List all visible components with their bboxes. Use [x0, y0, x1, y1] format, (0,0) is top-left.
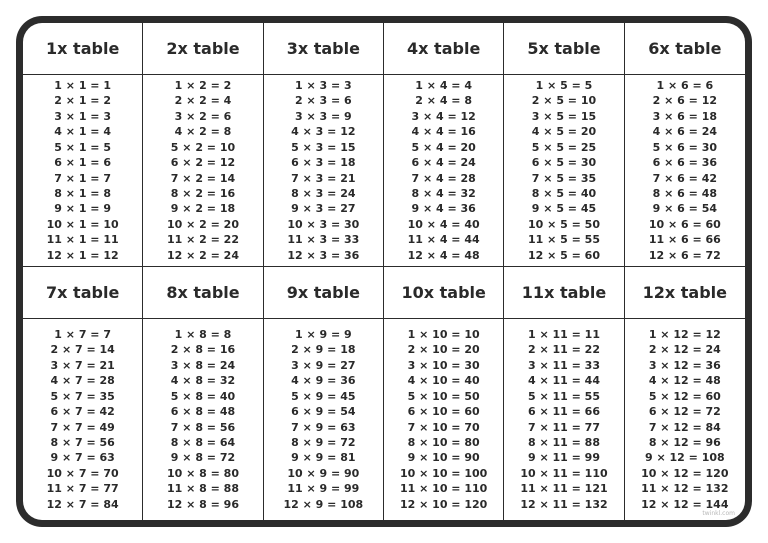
fact-line: 7 × 1 = 7 — [54, 171, 112, 185]
fact-line: 10 × 1 = 10 — [46, 217, 119, 231]
fact-line: 10 × 5 = 50 — [527, 217, 600, 231]
fact-line: 6 × 11 = 66 — [527, 405, 600, 419]
fact-line: 8 × 11 = 88 — [527, 435, 600, 449]
fact-line: 11 × 10 = 110 — [399, 482, 488, 496]
fact-line: 3 × 9 = 27 — [291, 358, 356, 372]
fact-line: 12 × 10 = 120 — [399, 497, 488, 511]
fact-line: 6 × 10 = 60 — [407, 405, 480, 419]
fact-line: 12 × 12 = 144 — [641, 497, 729, 511]
table-facts — [504, 319, 624, 520]
fact-line: 5 × 5 = 25 — [531, 140, 597, 154]
fact-line: 6 × 1 = 6 — [54, 156, 112, 170]
fact-line: 1 × 11 = 11 — [527, 328, 600, 342]
fact-line: 10 × 8 = 80 — [166, 466, 239, 480]
fact-line: 2 × 4 = 8 — [415, 94, 473, 108]
fact-line: 9 × 10 = 90 — [407, 451, 480, 465]
fact-line: 3 × 6 = 18 — [652, 109, 718, 123]
fact-line: 12 × 7 = 84 — [46, 497, 119, 511]
fact-line: 5 × 3 = 15 — [291, 140, 356, 154]
fact-line: 6 × 3 = 18 — [291, 156, 356, 170]
fact-line: 8 × 10 = 80 — [407, 435, 480, 449]
table-facts — [23, 319, 143, 520]
fact-line: 8 × 8 = 64 — [170, 435, 236, 449]
fact-line: 7 × 6 = 42 — [652, 171, 718, 185]
fact-line: 2 × 3 = 6 — [294, 94, 352, 108]
fact-line: 7 × 8 = 56 — [170, 420, 236, 434]
fact-line: 8 × 2 = 16 — [170, 186, 236, 200]
fact-line: 12 × 1 = 12 — [46, 248, 119, 262]
fact-line: 7 × 4 = 28 — [411, 171, 476, 185]
fact-line: 1 × 3 = 3 — [294, 79, 352, 93]
fact-line: 11 × 7 = 77 — [46, 482, 119, 496]
table-facts — [384, 75, 504, 267]
fact-line: 10 × 3 = 30 — [287, 217, 360, 231]
fact-line: 1 × 2 = 2 — [174, 79, 232, 93]
fact-line: 2 × 8 = 16 — [170, 343, 236, 357]
fact-line: 12 × 4 = 48 — [407, 248, 480, 262]
fact-line: 9 × 6 = 54 — [652, 202, 718, 216]
fact-line: 2 × 10 = 20 — [407, 343, 480, 357]
fact-line: 4 × 4 = 16 — [411, 125, 476, 139]
fact-line: 12 × 6 = 72 — [648, 248, 721, 262]
fact-line: 4 × 3 = 12 — [291, 125, 356, 139]
fact-line: 4 × 1 = 4 — [54, 125, 112, 139]
table-facts — [384, 319, 504, 520]
fact-line: 1 × 8 = 8 — [174, 328, 232, 342]
fact-line: 4 × 2 = 8 — [174, 125, 232, 139]
fact-line: 4 × 12 = 48 — [648, 374, 721, 388]
fact-line: 3 × 12 = 36 — [648, 358, 721, 372]
fact-line: 3 × 1 = 3 — [54, 109, 112, 123]
table-heading: 9x table — [264, 267, 384, 319]
fact-line: 6 × 7 = 42 — [50, 405, 115, 419]
fact-line: 10 × 12 = 120 — [641, 466, 729, 480]
fact-line: 5 × 7 = 35 — [50, 389, 115, 403]
fact-line: 11 × 4 = 44 — [407, 233, 480, 247]
fact-line: 6 × 5 = 30 — [531, 156, 597, 170]
fact-line: 3 × 8 = 24 — [170, 358, 236, 372]
table-facts — [264, 319, 384, 520]
fact-line: 11 × 3 = 33 — [287, 233, 360, 247]
fact-line: 6 × 4 = 24 — [411, 156, 476, 170]
fact-line: 1 × 4 = 4 — [415, 79, 473, 93]
fact-line: 7 × 9 = 63 — [291, 420, 356, 434]
table-heading: 5x table — [504, 23, 624, 75]
fact-line: 7 × 5 = 35 — [531, 171, 597, 185]
fact-line: 5 × 8 = 40 — [170, 389, 236, 403]
fact-line: 10 × 6 = 60 — [648, 217, 721, 231]
fact-line: 10 × 2 = 20 — [166, 217, 239, 231]
fact-line: 10 × 11 = 110 — [520, 466, 608, 480]
table-facts — [143, 319, 263, 520]
fact-line: 3 × 10 = 30 — [407, 358, 480, 372]
fact-line: 1 × 12 = 12 — [648, 328, 721, 342]
fact-line: 11 × 12 = 132 — [641, 482, 729, 496]
fact-line: 5 × 1 = 5 — [54, 140, 112, 154]
fact-line: 5 × 6 = 30 — [652, 140, 718, 154]
table-heading: 8x table — [143, 267, 263, 319]
brand-watermark: twinkl.com — [702, 510, 735, 517]
fact-line: 10 × 4 = 40 — [407, 217, 480, 231]
fact-line: 8 × 9 = 72 — [291, 435, 356, 449]
table-heading: 11x table — [504, 267, 624, 319]
fact-line: 9 × 4 = 36 — [411, 202, 476, 216]
fact-line: 2 × 9 = 18 — [291, 343, 356, 357]
table-facts — [625, 319, 745, 520]
fact-line: 10 × 9 = 90 — [287, 466, 360, 480]
fact-line: 12 × 2 = 24 — [166, 248, 239, 262]
fact-line: 9 × 9 = 81 — [291, 451, 356, 465]
fact-line: 5 × 2 = 10 — [170, 140, 236, 154]
fact-line: 2 × 2 = 4 — [174, 94, 232, 108]
fact-line: 3 × 5 = 15 — [531, 109, 597, 123]
fact-line: 8 × 12 = 96 — [648, 435, 721, 449]
fact-line: 1 × 1 = 1 — [54, 79, 112, 93]
fact-line: 9 × 1 = 9 — [54, 202, 112, 216]
fact-line: 4 × 9 = 36 — [291, 374, 356, 388]
fact-line: 1 × 10 = 10 — [407, 328, 480, 342]
table-heading: 12x table — [625, 267, 745, 319]
fact-line: 3 × 11 = 33 — [527, 358, 600, 372]
table-frame — [16, 16, 752, 527]
table-heading: 7x table — [23, 267, 143, 319]
table-heading: 3x table — [264, 23, 384, 75]
fact-line: 2 × 1 = 2 — [54, 94, 112, 108]
fact-line: 11 × 9 = 99 — [287, 482, 360, 496]
fact-line: 9 × 7 = 63 — [50, 451, 115, 465]
fact-line: 12 × 11 = 132 — [520, 497, 608, 511]
fact-line: 10 × 10 = 100 — [399, 466, 488, 480]
fact-line: 1 × 5 = 5 — [535, 79, 593, 93]
fact-line: 4 × 6 = 24 — [652, 125, 718, 139]
fact-line: 12 × 9 = 108 — [283, 497, 364, 511]
fact-line: 4 × 7 = 28 — [50, 374, 115, 388]
fact-line: 4 × 5 = 20 — [531, 125, 597, 139]
fact-line: 3 × 2 = 6 — [174, 109, 232, 123]
fact-line: 6 × 12 = 72 — [648, 405, 721, 419]
fact-line: 9 × 5 = 45 — [531, 202, 597, 216]
fact-line: 2 × 7 = 14 — [50, 343, 115, 357]
fact-line: 11 × 2 = 22 — [166, 233, 239, 247]
fact-line: 11 × 11 = 121 — [520, 482, 608, 496]
table-facts — [625, 75, 745, 267]
table-heading: 1x table — [23, 23, 143, 75]
fact-line: 9 × 3 = 27 — [291, 202, 356, 216]
fact-line: 5 × 9 = 45 — [291, 389, 356, 403]
fact-line: 6 × 8 = 48 — [170, 405, 236, 419]
fact-line: 3 × 3 = 9 — [294, 109, 352, 123]
fact-line: 7 × 10 = 70 — [407, 420, 480, 434]
fact-line: 7 × 12 = 84 — [648, 420, 721, 434]
fact-line: 11 × 5 = 55 — [527, 233, 600, 247]
fact-line: 12 × 5 = 60 — [527, 248, 600, 262]
fact-line: 4 × 11 = 44 — [527, 374, 600, 388]
table-heading: 2x table — [143, 23, 263, 75]
fact-line: 1 × 6 = 6 — [656, 79, 714, 93]
fact-line: 5 × 10 = 50 — [407, 389, 480, 403]
fact-line: 4 × 8 = 32 — [170, 374, 236, 388]
fact-line: 11 × 1 = 11 — [46, 233, 119, 247]
fact-line: 7 × 3 = 21 — [291, 171, 356, 185]
fact-line: 9 × 8 = 72 — [170, 451, 236, 465]
fact-line: 7 × 11 = 77 — [527, 420, 600, 434]
fact-line: 3 × 4 = 12 — [411, 109, 476, 123]
table-heading: 4x table — [384, 23, 504, 75]
fact-line: 6 × 6 = 36 — [652, 156, 718, 170]
fact-line: 5 × 11 = 55 — [527, 389, 600, 403]
fact-line: 8 × 3 = 24 — [291, 186, 356, 200]
times-tables-board — [23, 23, 745, 520]
fact-line: 2 × 6 = 12 — [652, 94, 718, 108]
fact-line: 3 × 7 = 21 — [50, 358, 115, 372]
table-heading: 10x table — [384, 267, 504, 319]
fact-line: 8 × 1 = 8 — [54, 186, 112, 200]
fact-line: 11 × 8 = 88 — [166, 482, 239, 496]
fact-line: 1 × 7 = 7 — [54, 328, 112, 342]
fact-line: 9 × 11 = 99 — [527, 451, 600, 465]
fact-line: 2 × 11 = 22 — [527, 343, 600, 357]
fact-line: 2 × 5 = 10 — [531, 94, 597, 108]
fact-line: 9 × 12 = 108 — [644, 451, 725, 465]
fact-line: 8 × 4 = 32 — [411, 186, 476, 200]
fact-line: 11 × 6 = 66 — [648, 233, 721, 247]
table-facts — [504, 75, 624, 267]
fact-line: 2 × 12 = 24 — [648, 343, 721, 357]
fact-line: 12 × 8 = 96 — [166, 497, 239, 511]
fact-line: 7 × 2 = 14 — [170, 171, 236, 185]
fact-line: 6 × 2 = 12 — [170, 156, 236, 170]
fact-line: 5 × 4 = 20 — [411, 140, 476, 154]
table-facts — [143, 75, 263, 267]
fact-line: 4 × 10 = 40 — [407, 374, 480, 388]
fact-line: 10 × 7 = 70 — [46, 466, 119, 480]
table-heading: 6x table — [625, 23, 745, 75]
fact-line: 8 × 5 = 40 — [531, 186, 597, 200]
fact-line: 9 × 2 = 18 — [170, 202, 236, 216]
fact-line: 12 × 3 = 36 — [287, 248, 360, 262]
table-facts — [23, 75, 143, 267]
fact-line: 8 × 6 = 48 — [652, 186, 718, 200]
fact-line: 5 × 12 = 60 — [648, 389, 721, 403]
fact-line: 1 × 9 = 9 — [294, 328, 352, 342]
fact-line: 6 × 9 = 54 — [291, 405, 356, 419]
fact-line: 7 × 7 = 49 — [50, 420, 115, 434]
table-facts — [264, 75, 384, 267]
fact-line: 8 × 7 = 56 — [50, 435, 115, 449]
